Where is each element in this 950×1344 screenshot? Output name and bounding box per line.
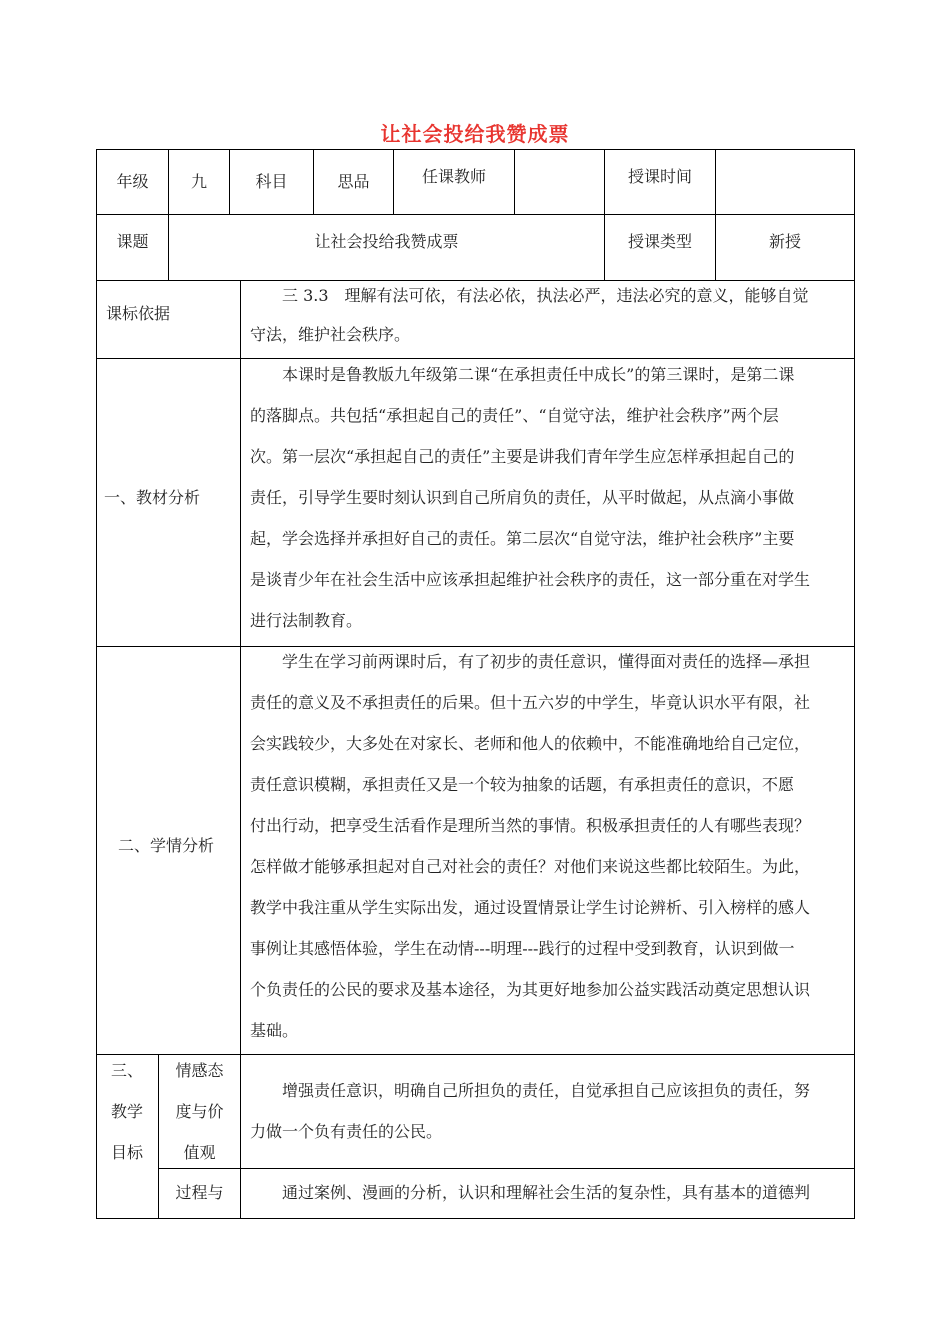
subject-label: 科目 [255, 172, 288, 191]
text-line: 是谈青少年在社会生活中应该承担起维护社会秩序的责任，这一部分重在对学生 [250, 570, 811, 589]
text-line: 学生在学习前两课时后，有了初步的责任意识，懂得面对责任的选择—承担 [282, 652, 811, 671]
text-line: 责任的意义及不承担责任的后果。但十五六岁的中学生，毕竟认识水平有限，社 [250, 693, 811, 712]
emotion-text [250, 1070, 850, 1152]
text-line: 付出行动，把享受生活看作是理所当然的事情。积极承担责任的人有哪些表现？ [250, 816, 811, 835]
type-value: 新授 [768, 231, 801, 251]
text-line: 会实践较少，大多处在对家长、老师和他人的依赖中，不能准确地给自己定位， [250, 734, 811, 753]
text-line: 进行法制教育。 [250, 611, 363, 630]
text-line: 个负责任的公民的要求及基本途径，为其更好地参加公益实践活动奠定思想认识 [250, 980, 811, 999]
process-label [159, 1172, 240, 1213]
text-line: 怎样做才能够承担起对自己对社会的责任？对他们来说这些都比较陌生。为此， [250, 857, 811, 876]
text-line: 增强责任意识，明确自己所担负的责任，自觉承担自己应该担负的责任，努 [282, 1081, 811, 1100]
teacher-label: 任课教师 [421, 167, 486, 186]
table-rule [96, 1218, 855, 1219]
text-line: 教学 [110, 1102, 143, 1121]
text-line: 起，学会选择并承担好自己的责任。第二层次“自觉守法，维护社会秩序”主要 [250, 529, 795, 548]
goals-label [97, 1050, 157, 1173]
text-line: 教学中我注重从学生实际出发，通过设置情景让学生讨论辨析、引入榜样的感人 [250, 898, 811, 917]
text-line: 值观 [183, 1143, 216, 1162]
text-line: 守法，维护社会秩序。 [250, 325, 411, 344]
type-label: 授课类型 [627, 231, 692, 251]
text-line: 过程与 [175, 1183, 224, 1202]
text-line: 目标 [110, 1143, 143, 1162]
teacher-value [515, 150, 604, 214]
text-line: 责任意识模糊，承担责任又是一个较为抽象的话题，有承担责任的意识，不愿 [250, 775, 795, 794]
table-rule [240, 280, 241, 1219]
text-line: 责任，引导学生要时刻认识到自己所肩负的责任，从平时做起，从点滴小事做 [250, 488, 795, 507]
text-line: 通过案例、漫画的分析，认识和理解社会生活的复杂性，具有基本的道德判 [282, 1183, 811, 1202]
text-line: 三、 [110, 1061, 143, 1080]
student-analysis-text [250, 641, 850, 1051]
emotion-label [159, 1050, 240, 1173]
time-value [716, 150, 854, 214]
text-line: 三 3.3 理解有法可依，有法必依，执法必严，违法必究的意义，能够自觉 [282, 286, 809, 305]
subject-value: 思品 [337, 172, 370, 191]
text-line: 度与价 [175, 1102, 224, 1121]
text-line: 基础。 [250, 1021, 299, 1040]
table-rule [158, 1168, 855, 1169]
textbook-analysis-label: 一、教材分析 [104, 488, 201, 507]
text-line: 情感态 [175, 1061, 224, 1080]
topic-label: 课题 [116, 231, 149, 251]
text-line: 的落脚点。共包括“承担起自己的责任”、“自觉守法，维护社会秩序”两个层 [250, 406, 779, 425]
standard-label: 课标依据 [106, 304, 171, 323]
grade-value: 九 [190, 172, 207, 191]
time-label: 授课时间 [627, 167, 692, 186]
text-line: 事例让其感悟体验，学生在动情---明理---践行的过程中受到教育，认识到做一 [250, 939, 795, 958]
student-analysis-label: 二、学情分析 [118, 836, 215, 855]
text-line: 力做一个负有责任的公民。 [250, 1122, 443, 1141]
standard-text [250, 275, 850, 355]
grade-label: 年级 [116, 172, 149, 191]
table-rule [854, 149, 855, 1219]
document-title: 让社会投给我赞成票 [380, 122, 570, 146]
textbook-analysis-text [250, 354, 850, 641]
process-text [250, 1172, 850, 1213]
text-line: 本课时是鲁教版九年级第二课“在承担责任中成长”的第三课时，是第二课 [282, 365, 795, 384]
topic-value: 让社会投给我赞成票 [314, 231, 459, 251]
text-line: 次。第一层次“承担起自己的责任”主要是讲我们青年学生应怎样承担起自己的 [250, 447, 795, 466]
